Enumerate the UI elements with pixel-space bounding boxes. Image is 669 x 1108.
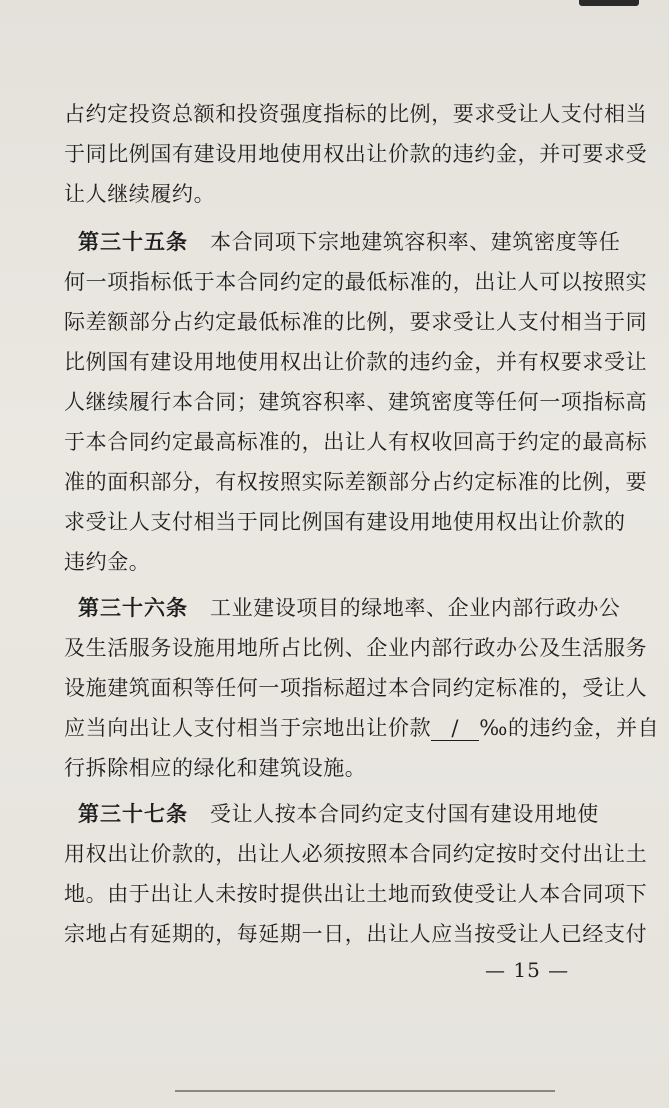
text-line: 占约定投资总额和投资强度指标的比例，要求受让人支付相当 (64, 102, 648, 126)
text-line: 违约金。 (64, 550, 151, 574)
text-line: 地。由于出让人未按时提供出让土地而致使受让人本合同项下 (64, 882, 648, 906)
article-36-first-line (78, 594, 638, 622)
article-37-first-line (78, 800, 638, 828)
binding-mark (579, 0, 639, 6)
article-36-number: 第三十六条 (78, 595, 188, 620)
text-line: 何一项指标低于本合同约定的最低标准的，出让人可以按照实 (64, 270, 648, 294)
text-line: 际差额部分占约定最低标准的比例，要求受让人支付相当于同 (64, 310, 648, 334)
text-line-with-blank (64, 714, 660, 742)
filled-blank: / (431, 716, 479, 741)
text-line: 求受让人支付相当于同比例国有建设用地使用权出让价款的 (64, 510, 626, 534)
text-line: 宗地占有延期的，每延期一日，出让人应当按受让人已经支付 (64, 922, 648, 946)
text-line: 人继续履行本合同；建筑容积率、建筑密度等任何一项指标高 (64, 390, 648, 414)
article-35-number: 第三十五条 (78, 229, 188, 254)
text-span: 应当向出让人支付相当于宗地出让价款 (64, 716, 432, 740)
text-line: 用权出让价款的，出让人必须按照本合同约定按时交付出让土 (64, 842, 648, 866)
page-number: — 15 — (485, 958, 570, 982)
text-line: 及生活服务设施用地所占比例、企业内部行政办公及生活服务 (64, 636, 648, 660)
text-line: 准的面积部分，有权按照实际差额部分占约定标准的比例，要 (64, 470, 648, 494)
article-35-first-line (78, 228, 638, 256)
text-span: 本合同项下宗地建筑容积率、建筑密度等任 (210, 230, 621, 254)
text-line: 于同比例国有建设用地使用权出让价款的违约金，并可要求受 (64, 142, 648, 166)
bottom-edge-rule (175, 1090, 555, 1092)
text-span: 工业建设项目的绿地率、企业内部行政办公 (210, 596, 621, 620)
text-span: ‰的违约金，并自 (479, 716, 660, 740)
text-line: 行拆除相应的绿化和建筑设施。 (64, 756, 367, 780)
article-37-number: 第三十七条 (78, 801, 188, 826)
text-line: 于本合同约定最高标准的，出让人有权收回高于约定的最高标 (64, 430, 648, 454)
text-line: 让人继续履约。 (64, 182, 216, 206)
text-line: 设施建筑面积等任何一项指标超过本合同约定标准的，受让人 (64, 676, 648, 700)
text-line: 比例国有建设用地使用权出让价款的违约金，并有权要求受让 (64, 350, 648, 374)
text-span: 受让人按本合同约定支付国有建设用地使 (210, 802, 599, 826)
